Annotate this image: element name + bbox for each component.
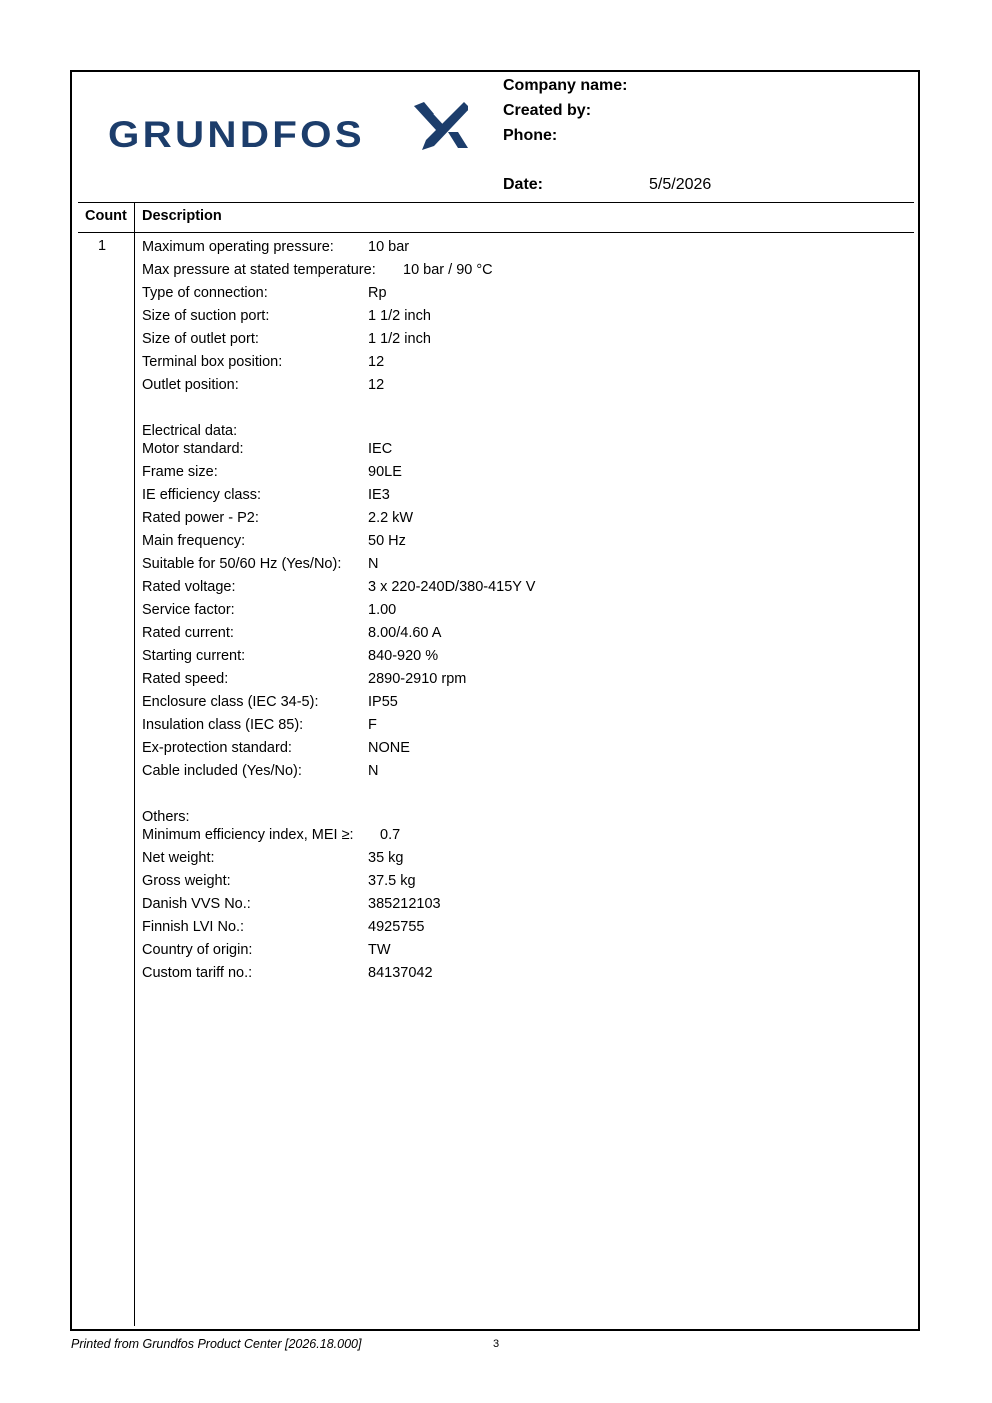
spec-label: Terminal box position: [142,354,283,370]
spec-label: Suitable for 50/60 Hz (Yes/No): [142,556,342,572]
spec-label: Net weight: [142,850,215,866]
spec-label: Outlet position: [142,377,239,393]
spec-value: NONE [368,740,410,756]
spec-label: Type of connection: [142,285,268,301]
spec-label: Starting current: [142,648,246,664]
date-label: Date: [503,176,544,193]
grundfos-x-icon [412,100,468,152]
spec-value: F [368,717,377,733]
phone-label: Phone: [503,127,558,144]
spec-value: 0.7 [380,827,401,843]
spec-label: Finnish LVI No.: [142,919,245,935]
spec-value: 10 bar / 90 °C [403,262,493,278]
spec-value: 4925755 [368,919,425,935]
spec-value: IEC [368,441,393,457]
table-header-divider [78,232,914,233]
spec-label: Minimum efficiency index, MEI ≥: [142,827,354,843]
spec-value: 35 kg [368,850,404,866]
spec-label: Rated power - P2: [142,510,259,526]
spec-label: IE efficiency class: [142,487,262,503]
spec-label: Danish VVS No.: [142,896,251,912]
spec-label: Rated voltage: [142,579,236,595]
spec-value: 12 [368,354,385,370]
spec-label: Cable included (Yes/No): [142,763,302,779]
spec-value: IP55 [368,694,398,710]
spec-label: Size of outlet port: [142,331,259,347]
count-column-header: Count [85,208,127,224]
company-name-label: Company name: [503,77,628,94]
spec-label: Size of suction port: [142,308,270,324]
spec-value: 1.00 [368,602,397,618]
spec-label: Others: [142,809,190,825]
spec-label: Rated current: [142,625,234,641]
spec-label: Country of origin: [142,942,253,958]
spec-value: N [368,556,379,572]
spec-label: Maximum operating pressure: [142,239,334,255]
spec-label: Enclosure class (IEC 34-5): [142,694,319,710]
spec-value: 385212103 [368,896,441,912]
printed-from-text: Printed from Grundfos Product Center [2026.18.000] [71,1337,362,1351]
logo-wordmark: GRUNDFOS [108,114,365,155]
spec-value: 50 Hz [368,533,406,549]
spec-label: Electrical data: [142,423,238,439]
spec-value: 84137042 [368,965,433,981]
spec-label: Frame size: [142,464,218,480]
spec-label: Max pressure at stated temperature: [142,262,376,278]
spec-value: 37.5 kg [368,873,416,889]
spec-value: 1 1/2 inch [368,308,431,324]
spec-value: N [368,763,379,779]
spec-label: Main frequency: [142,533,246,549]
spec-value: 10 bar [368,239,410,255]
spec-value: 2.2 kW [368,510,414,526]
spec-value: Rp [368,285,387,301]
spec-label: Motor standard: [142,441,244,457]
description-column-header: Description [142,208,222,224]
spec-value: 8.00/4.60 A [368,625,442,641]
spec-value: TW [368,942,391,958]
created-by-label: Created by: [503,102,592,119]
spec-label: Rated speed: [142,671,229,687]
spec-value: IE3 [368,487,390,503]
spec-value: 3 x 220-240D/380-415Y V [368,579,536,595]
spec-label: Service factor: [142,602,235,618]
spec-value: 12 [368,377,385,393]
spec-label: Insulation class (IEC 85): [142,717,304,733]
spec-value: 90LE [368,464,402,480]
spec-value: 840-920 % [368,648,439,664]
page-number: 3 [493,1338,500,1350]
spec-value: 2890-2910 rpm [368,671,467,687]
date-value: 5/5/2026 [649,176,712,193]
spec-label: Gross weight: [142,873,231,889]
count-value: 1 [98,238,107,254]
spec-value: 1 1/2 inch [368,331,431,347]
column-divider [134,202,135,1326]
spec-label: Custom tariff no.: [142,965,253,981]
header-divider [78,202,914,203]
spec-label: Ex-protection standard: [142,740,292,756]
